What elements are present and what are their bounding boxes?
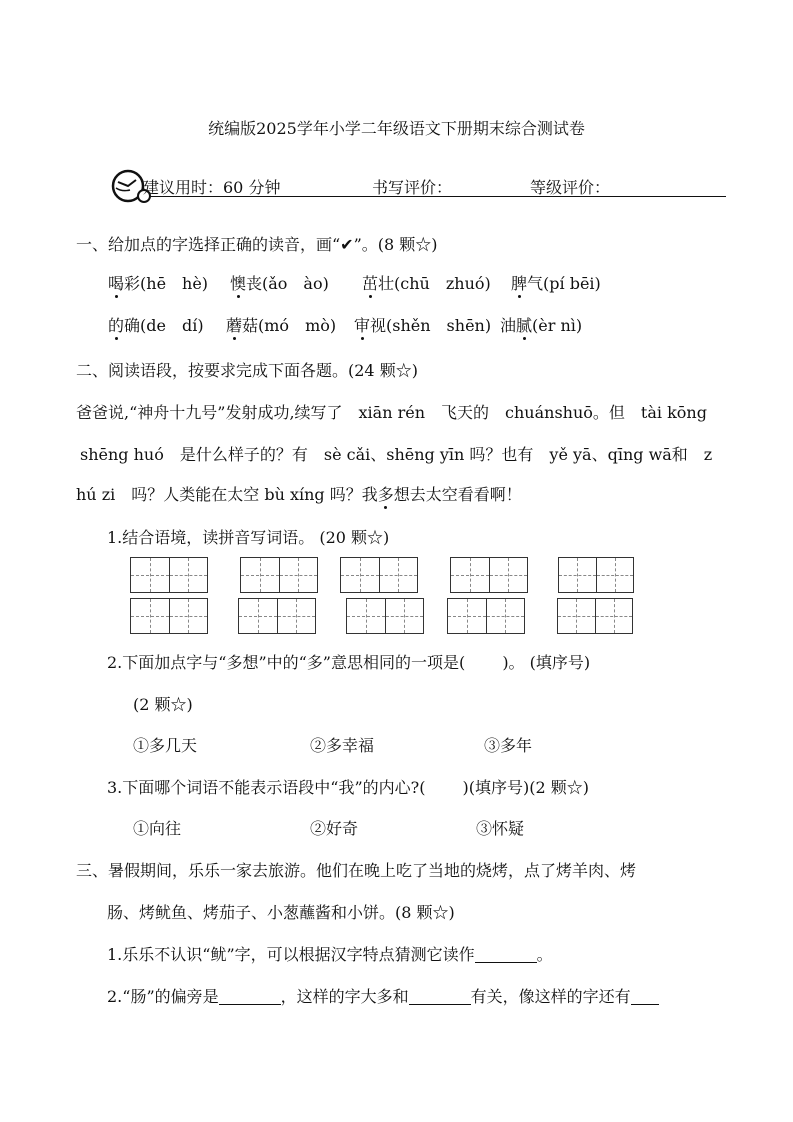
pinyin-choice-5[interactable]: 的确(de dí)	[108, 313, 204, 336]
option-q2-3[interactable]: ③多年	[484, 736, 533, 755]
pinyin-choice-4[interactable]: 脾气(pí bēi)	[511, 271, 601, 294]
answer-blank[interactable]	[409, 988, 471, 1005]
question-3-1: 1.乐乐不认识“鱿”字，可以根据汉字特点猜测它读作 。	[107, 945, 553, 964]
answer-blank[interactable]	[219, 988, 281, 1005]
writing-grid[interactable]	[238, 598, 316, 634]
header-underline	[150, 196, 726, 197]
passage-line-2: shēng huó 是什么样子的？有 sè cǎi、shēng yīn 吗？也有 yě yā、qīng wā和 z	[80, 445, 713, 464]
writing-grid[interactable]	[130, 557, 208, 593]
grade-evaluation-label: 等级评价：	[530, 178, 611, 197]
section3-title: 三、暑假期间，乐乐一家去旅游。他们在晚上吃了当地的烧烤，点了烤羊肉、烤	[76, 861, 637, 880]
writing-grid[interactable]	[130, 598, 208, 634]
page-title: 统编版2025学年小学二年级语文下册期末综合测试卷	[208, 119, 585, 138]
question-2-1: 1.结合语境，读拼音写词语。 (20 颗☆)	[107, 528, 390, 547]
question-2-2-stars: (2 颗☆)	[133, 695, 193, 714]
question-3-2: 2.“肠”的偏旁是 ，这样的字大多和 有关，像这样的字还有	[107, 984, 659, 1007]
pinyin-choice-7[interactable]: 审视(shěn shēn)	[354, 313, 491, 336]
section1-title: 一、给加点的字选择正确的读音，画“✔”。(8 颗☆)	[76, 235, 438, 254]
option-q2-2[interactable]: ②多幸福	[310, 736, 375, 755]
writing-grid[interactable]	[557, 598, 633, 634]
writing-grid[interactable]	[558, 557, 634, 593]
option-q3-1[interactable]: ①向往	[133, 819, 182, 838]
answer-blank[interactable]	[475, 946, 537, 963]
passage-line-3: hú zi 吗？人类能在太空 bù xíng 吗？我多想去太空看看啊！	[76, 482, 522, 505]
pinyin-choice-6[interactable]: 蘑菇(mó mò)	[226, 313, 336, 336]
writing-grid[interactable]	[240, 557, 318, 593]
writing-grid[interactable]	[450, 557, 528, 593]
answer-blank[interactable]	[631, 988, 659, 1005]
pinyin-choice-8[interactable]: 油腻(èr nì)	[500, 313, 582, 336]
section3-title-line-2: 肠、烤鱿鱼、烤茄子、小葱蘸酱和小饼。(8 颗☆)	[107, 903, 455, 922]
writing-grid[interactable]	[340, 557, 418, 593]
option-q3-3[interactable]: ③怀疑	[476, 819, 525, 838]
option-q3-2[interactable]: ②好奇	[310, 819, 359, 838]
passage-line-1: 爸爸说,“神舟十九号”发射成功,续写了 xiān rén 飞天的 chuánshuō。但 tài kōng	[76, 403, 707, 422]
pinyin-choice-1[interactable]: 喝彩(hē hè)	[108, 271, 208, 294]
section2-title: 二、阅读语段，按要求完成下面各题。(24 颗☆)	[76, 361, 418, 380]
suggested-time: 建议用时：60 分钟	[143, 178, 281, 197]
option-q2-1[interactable]: ①多几天	[133, 736, 198, 755]
writing-grid[interactable]	[346, 598, 424, 634]
question-2-3: 3.下面哪个词语不能表示语段中“我”的内心?( )(填序号)(2 颗☆)	[107, 778, 590, 797]
writing-evaluation-label: 书写评价：	[372, 178, 453, 197]
question-2-2: 2.下面加点字与“多想”中的“多”意思相同的一项是( )。 (填序号)	[107, 653, 591, 672]
writing-grid[interactable]	[447, 598, 525, 634]
pinyin-choice-2[interactable]: 懊丧(ǎo ào)	[230, 271, 329, 294]
pinyin-choice-3[interactable]: 茁壮(chū zhuó)	[362, 271, 491, 294]
